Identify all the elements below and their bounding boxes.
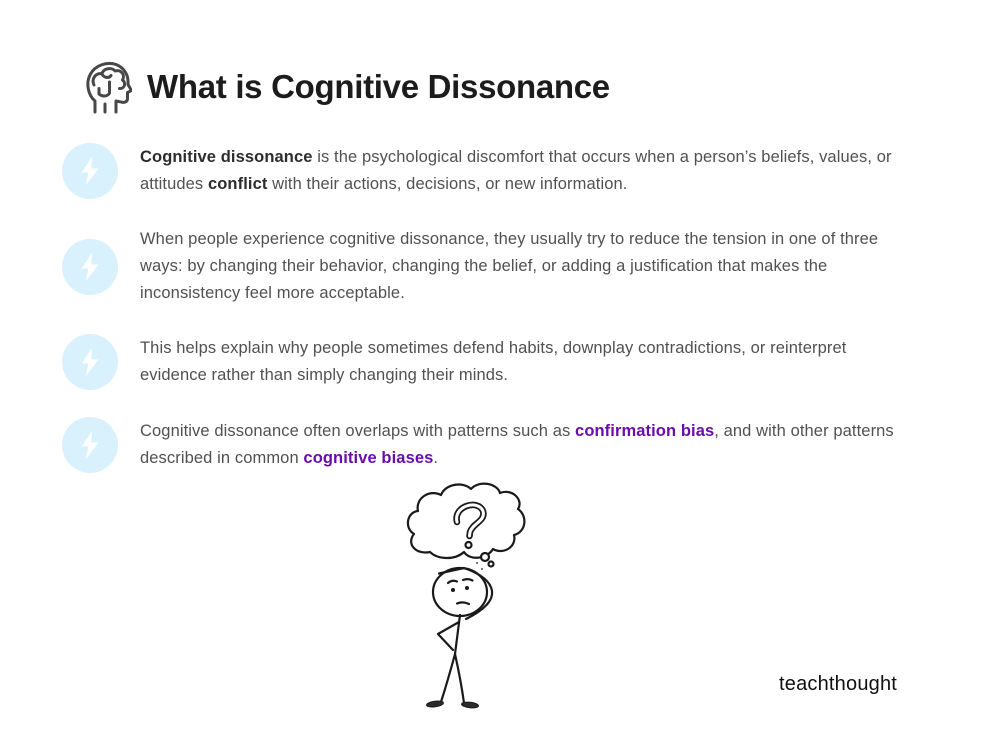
head-brain-icon — [84, 60, 132, 114]
text-segment: , and with other patterns described in common — [140, 422, 894, 467]
bullet-text — [140, 335, 907, 389]
text-segment: . — [433, 449, 439, 467]
bullet-text — [140, 226, 907, 307]
bullet-list — [62, 143, 907, 500]
lightning-bolt-icon — [62, 239, 118, 295]
bullet-item — [62, 226, 907, 307]
bullet-item — [62, 417, 907, 473]
stick-figure-legs — [441, 654, 464, 703]
inline-link[interactable]: cognitive biases — [303, 449, 434, 467]
bullet-text — [140, 144, 907, 198]
bullet-item — [62, 143, 907, 199]
text-segment: conflict — [207, 175, 268, 193]
text-segment: is the psychological discomfort that occurs when a person’s beliefs, values, or attitudes — [140, 148, 892, 193]
text-segment: Cognitive dissonance often overlaps with patterns such as — [140, 422, 576, 440]
lightning-bolt-icon — [62, 334, 118, 390]
thought-bubble-icon — [408, 484, 524, 570]
text-segment: When people experience cognitive dissonance, they usually try to reduce the tension in one of three ways: by changing their behavior, changing the belief, or adding a justification that makes the inconsistency feel more acceptable. — [140, 230, 879, 302]
stick-figure — [426, 568, 492, 709]
bullet-text — [140, 418, 907, 472]
stick-figure-body — [455, 615, 460, 654]
text-segment: with their actions, decisions, or new information. — [267, 175, 628, 193]
header — [84, 60, 610, 114]
lightning-bolt-icon — [62, 417, 118, 473]
brand-wordmark: teachthought — [779, 673, 898, 695]
thinking-stick-figure-illustration — [400, 478, 560, 723]
text-segment: Cognitive dissonance — [140, 148, 313, 166]
text-segment: This helps explain why people sometimes defend habits, downplay contradictions, or reinterpret evidence rather than simply changing their minds. — [140, 339, 847, 384]
lightning-bolt-icon — [62, 143, 118, 199]
inline-link[interactable]: confirmation bias — [575, 422, 715, 440]
page-title: What is Cognitive Dissonance — [147, 68, 610, 105]
bullet-item — [62, 334, 907, 390]
